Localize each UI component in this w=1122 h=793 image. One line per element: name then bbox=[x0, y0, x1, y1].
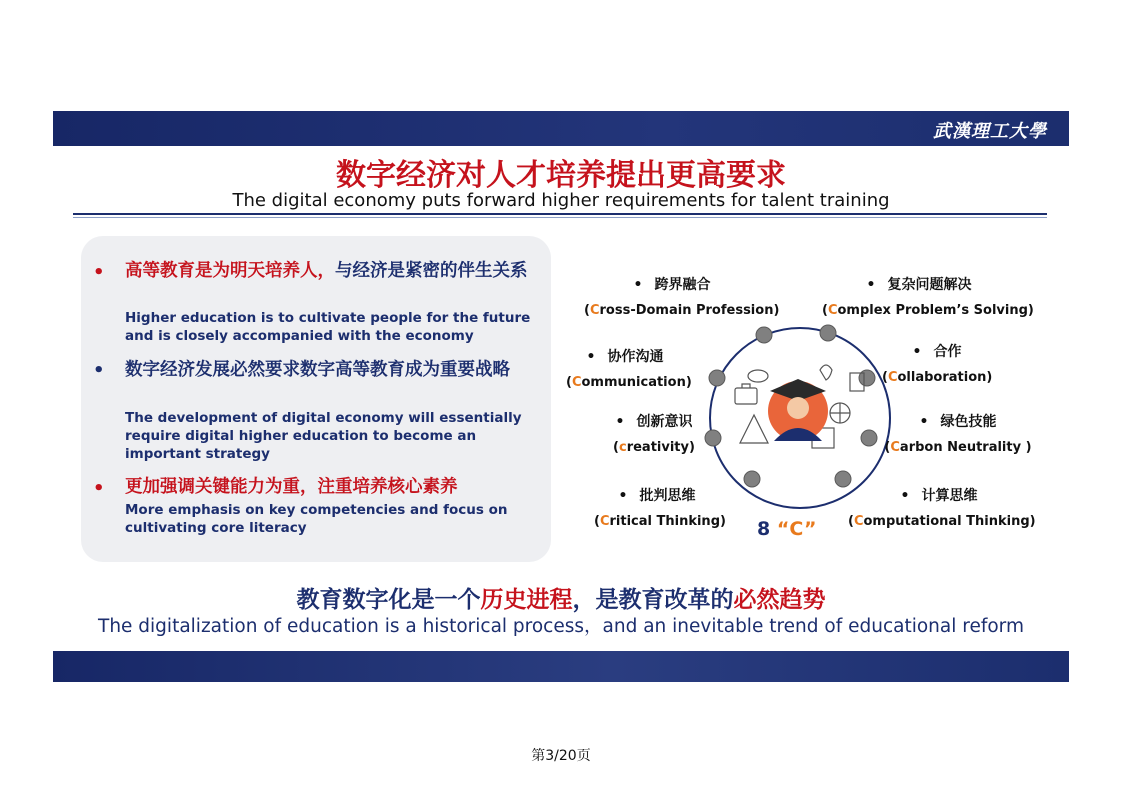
c-item-carbon-neutrality: • 绿色技能 (Carbon Neutrality ) bbox=[884, 414, 1032, 455]
c-item-communication: • 协作沟通 (Communication) bbox=[566, 349, 692, 390]
bullet-icon: • bbox=[93, 478, 105, 499]
university-logo: 武漢理工大學 bbox=[933, 121, 1047, 142]
page-title: 数字经济对人才培养提出更高要求 bbox=[336, 158, 786, 193]
point-2-en: The development of digital economy will essentially require digital higher education to become an important strategy bbox=[125, 410, 522, 462]
c-item-collaboration: • 合作 (Collaboration) bbox=[882, 344, 993, 385]
key-points-panel bbox=[81, 236, 551, 562]
c-item-computational-thinking: • 计算思维 (Computational Thinking) bbox=[848, 488, 1036, 529]
c-item-creativity: • 创新意识 (creativity) bbox=[613, 414, 695, 455]
point-3-cn: 更加强调关键能力为重，注重培养核心素养 bbox=[125, 477, 458, 497]
ring-node bbox=[859, 370, 875, 386]
point-1-en: Higher education is to cultivate people for the future and is closely accompanied with the economy bbox=[125, 310, 531, 344]
ring-node bbox=[861, 430, 877, 446]
point-3-en: More emphasis on key competencies and focus on cultivating core literacy bbox=[125, 502, 508, 536]
ring-node bbox=[756, 327, 772, 343]
ring-node bbox=[744, 471, 760, 487]
ring-node bbox=[705, 430, 721, 446]
top-banner bbox=[53, 111, 1069, 146]
title-divider bbox=[73, 213, 1047, 215]
conclusion-en: The digitalization of education is a historical process，and an inevitable trend of educational reform bbox=[98, 616, 1024, 637]
eight-c-label: 8 “C” bbox=[757, 518, 817, 540]
conclusion-cn: 教育数字化是一个历史进程，是教育改革的必然趋势 bbox=[296, 587, 826, 613]
c-item-critical-thinking: • 批判思维 (Critical Thinking) bbox=[594, 488, 726, 529]
page-number: 第3/20页 bbox=[531, 748, 591, 764]
c-item-cross-domain: • 跨界融合 (Cross-Domain Profession) bbox=[584, 277, 780, 318]
title-divider-thin bbox=[73, 217, 1047, 218]
ring-node bbox=[709, 370, 725, 386]
point-2-cn: 数字经济发展必然要求数字高等教育成为重要战略 bbox=[125, 360, 510, 380]
page-subtitle: The digital economy puts forward higher requirements for talent training bbox=[232, 190, 890, 211]
face-icon bbox=[787, 397, 809, 419]
bullet-icon: • bbox=[93, 262, 105, 283]
point-1-cn: 高等教育是为明天培养人，与经济是紧密的伴生关系 bbox=[125, 261, 528, 281]
bottom-banner bbox=[53, 651, 1069, 682]
bullet-icon: • bbox=[93, 360, 105, 381]
ring-node bbox=[820, 325, 836, 341]
c-item-complex-problem: • 复杂问题解决 (Complex Problem’s Solving) bbox=[822, 277, 1034, 318]
